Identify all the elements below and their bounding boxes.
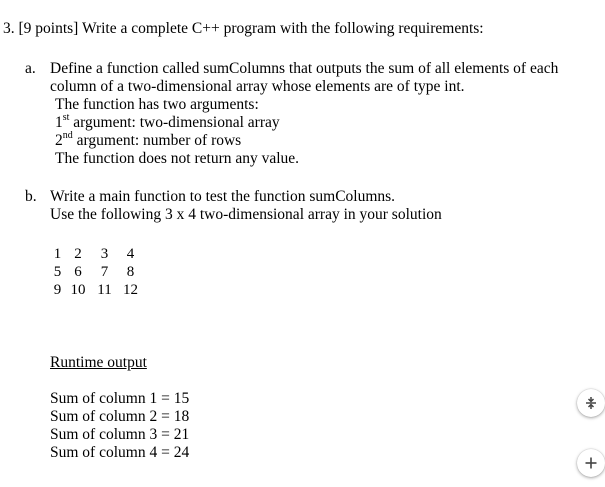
array-cell: 2 [74, 246, 82, 262]
question-title: 3. [9 points] Write a complete C++ program with the following requirements: [3, 20, 484, 37]
part-b-label: b. [25, 188, 37, 205]
part-b-text [50, 188, 442, 224]
argument-2: 2nd argument: number of rows [55, 129, 242, 149]
part-a-line: The function has two arguments: [55, 96, 259, 113]
argument-1: 1st argument: two-dimensional array [55, 111, 280, 131]
runtime-output [50, 390, 189, 462]
expand-button[interactable] [577, 389, 605, 417]
array-cell: 10 [70, 282, 86, 298]
part-a-label: a. [25, 60, 36, 77]
part-a-text [50, 60, 558, 168]
array-row [50, 281, 143, 299]
output-line: Sum of column 4 = 24 [50, 444, 190, 461]
array-cell: 7 [100, 264, 109, 280]
array-cell: 4 [126, 246, 135, 262]
array-cell: 12 [123, 282, 138, 298]
expand-collapse-icon [584, 396, 598, 410]
array-row [50, 263, 143, 281]
sample-array [50, 245, 143, 299]
array-cell: 9 [53, 282, 62, 298]
part-a-line: Define a function called sumColumns that outputs the sum of all elements of each [50, 60, 559, 77]
array-cell: 8 [126, 264, 135, 280]
array-cell: 5 [53, 264, 62, 280]
part-a-closing: The function does not return any value. [55, 150, 300, 167]
output-line: Sum of column 1 = 15 [50, 390, 190, 407]
array-cell: 6 [74, 264, 82, 280]
output-line: Sum of column 3 = 21 [50, 426, 190, 443]
part-b-line: Use the following 3 x 4 two-dimensional array in your solution [50, 206, 442, 223]
part-b-line: Write a main function to test the function sumColumns. [50, 188, 396, 205]
array-cell: 11 [97, 282, 112, 298]
output-line: Sum of column 2 = 18 [50, 408, 190, 425]
part-a-line: column of a two-dimensional array whose elements are of type int. [50, 78, 465, 95]
array-cell: 3 [100, 246, 109, 262]
plus-icon [584, 456, 598, 470]
add-button[interactable] [577, 449, 605, 477]
array-row [50, 245, 143, 263]
runtime-output-heading: Runtime output [50, 354, 147, 371]
array-cell: 1 [53, 246, 62, 262]
